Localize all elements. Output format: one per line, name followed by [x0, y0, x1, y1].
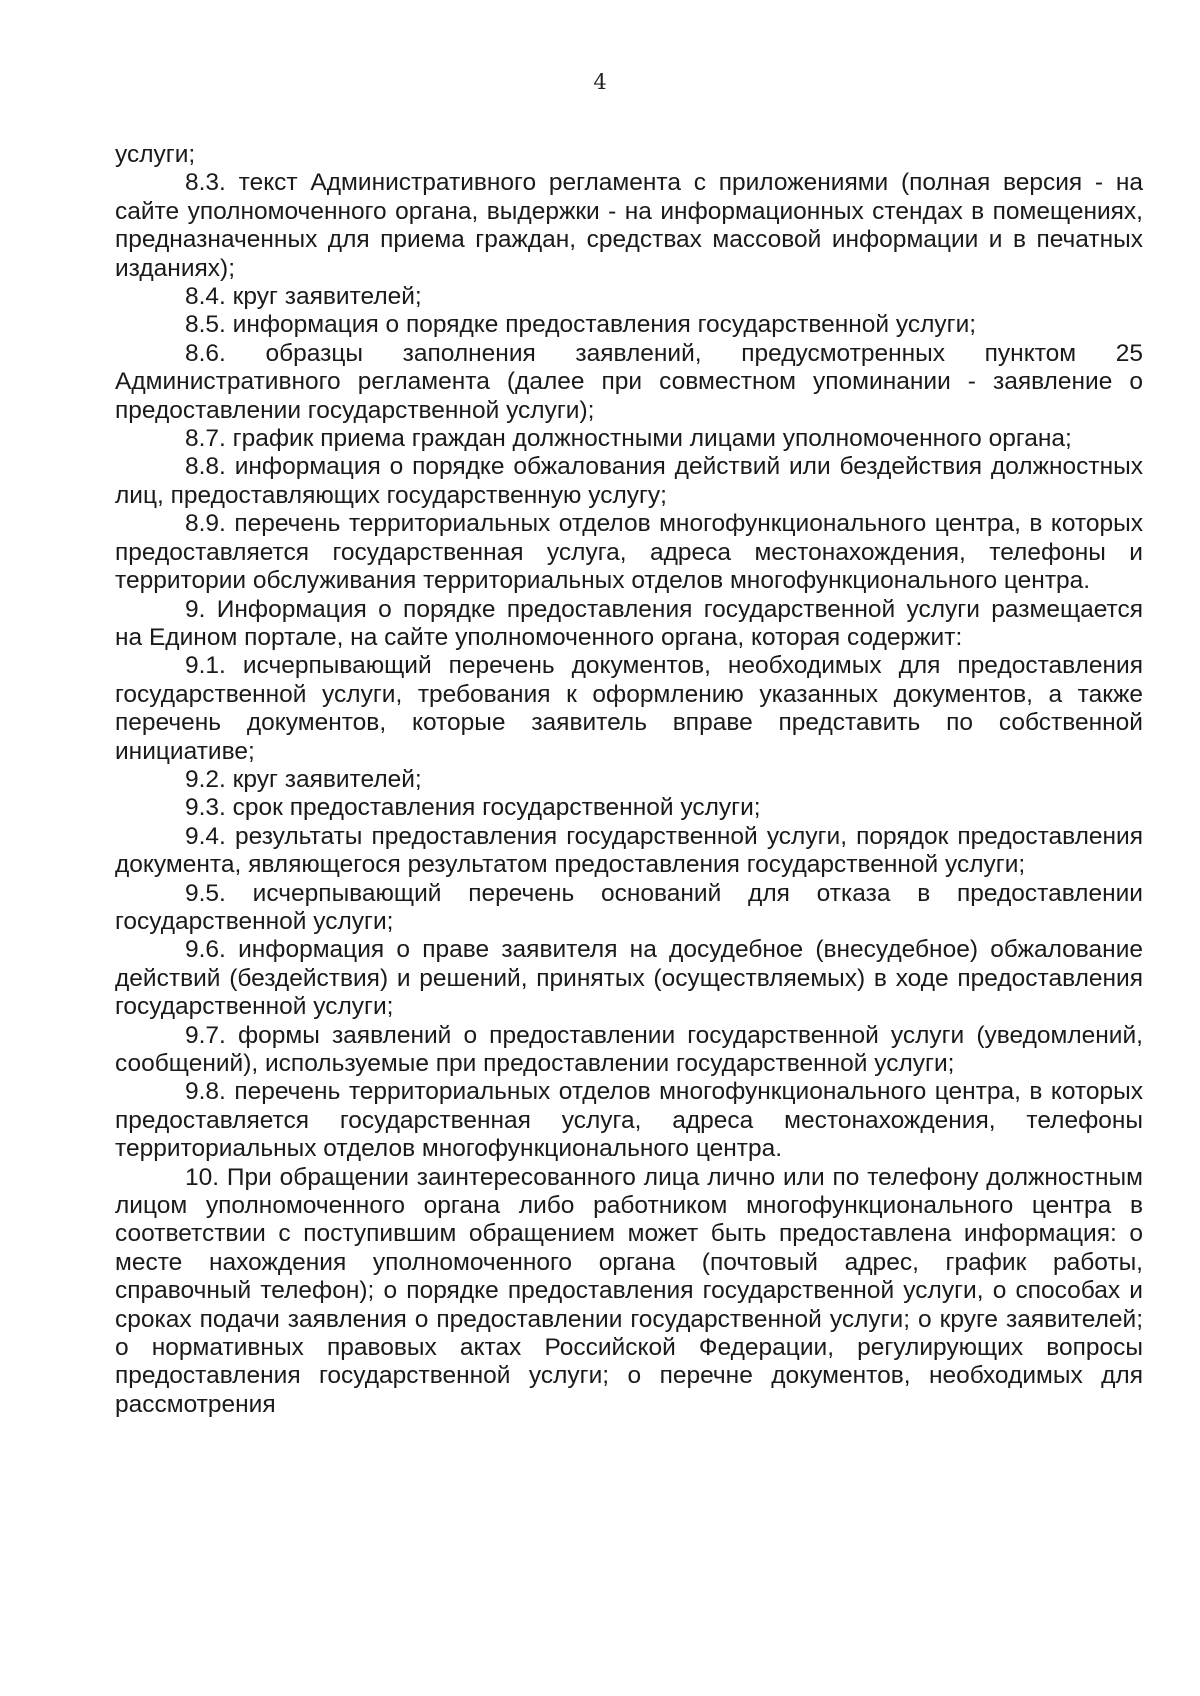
paragraph-9-2: 9.2. круг заявителей; [185, 765, 422, 793]
paragraph-9-8: 9.8. перечень территориальных отделов многофункционального центра, в которых предоставляется государственная услуга, адреса местонахождения, телефоны территориальных отделов многофункционального центра. [115, 1078, 1143, 1163]
document-body [115, 141, 1143, 1419]
paragraph-8-8: 8.8. информация о порядке обжалования действий или бездействия должностных лиц, предоставляющих государственную услугу; [115, 453, 1143, 509]
paragraph-continuation: услуги; [115, 141, 196, 168]
paragraph-8-6: 8.6. образцы заполнения заявлений, предусмотренных пунктом 25 Административного регламента (далее при совместном упоминании - заявление о предоставлении государственной услуги); [115, 339, 1143, 424]
paragraph-8-9: 8.9. перечень территориальных отделов многофункционального центра, в которых предоставляется государственная услуга, адреса местонахождения, телефоны и территории обслуживания территориальных отделов многофункционального центра. [115, 510, 1143, 595]
page-number: 4 [593, 70, 607, 94]
paragraph-9-4: 9.4. результаты предоставления государственной услуги, порядок предоставления документа, являющегося результатом предоставления государственной услуги; [115, 822, 1143, 879]
paragraph-8-7: 8.7. график приема граждан должностными лицами уполномоченного органа; [185, 425, 1072, 453]
paragraph-9-5: 9.5. исчерпывающий перечень оснований для отказа в предоставлении государственной услуги; [115, 879, 1143, 935]
paragraph-9-6: 9.6. информация о праве заявителя на досудебное (внесудебное) обжалование действий (бездействия) и решений, принятых (осуществляемых) в ходе предоставления государственной услуги; [115, 936, 1143, 1021]
paragraph-9-1: 9.1. исчерпывающий перечень документов, необходимых для предоставления государственной услуги, требования к оформлению указанных документов, а также перечень документов, которые заявитель вправе представить по собственной инициативе; [115, 652, 1143, 765]
paragraph-10: 10. При обращении заинтересованного лица лично или по телефону должностным лицом уполномоченного органа либо работником многофункционального центра в соответствии с поступившим обращением может быть предоставлена информация: о месте нахождения уполномоченного органа (почтовый адрес, график работы, справочный телефон); о порядке предоставления государственной услуги, о способах и сроках подачи заявления о предоставлении государственной услуги; о круге заявителей; о нормативных правовых актах Российской Федерации, регулирующих вопросы предоставления государственной услуги; о перечне документов, необходимых для рассмотрения [115, 1163, 1143, 1418]
paragraph-8-3: 8.3. текст Административного регламента с приложениями (полная версия - на сайте уполномоченного органа, выдержки - на информационных стендах в помещениях, предназначенных для приема граждан, средствах массовой информации и в печатных изданиях); [115, 169, 1143, 282]
paragraph-9-7: 9.7. формы заявлений о предоставлении государственной услуги (уведомлений, сообщений), используемые при предоставлении государственной услуги; [115, 1021, 1143, 1077]
paragraph-9-3: 9.3. срок предоставления государственной услуги; [185, 794, 761, 822]
paragraph-9: 9. Информация о порядке предоставления государственной услуги размещается на Едином портале, на сайте уполномоченного органа, которая содержит: [115, 595, 1143, 651]
paragraph-8-4: 8.4. круг заявителей; [185, 283, 422, 311]
paragraph-8-5: 8.5. информация о порядке предоставления государственной услуги; [185, 311, 977, 339]
